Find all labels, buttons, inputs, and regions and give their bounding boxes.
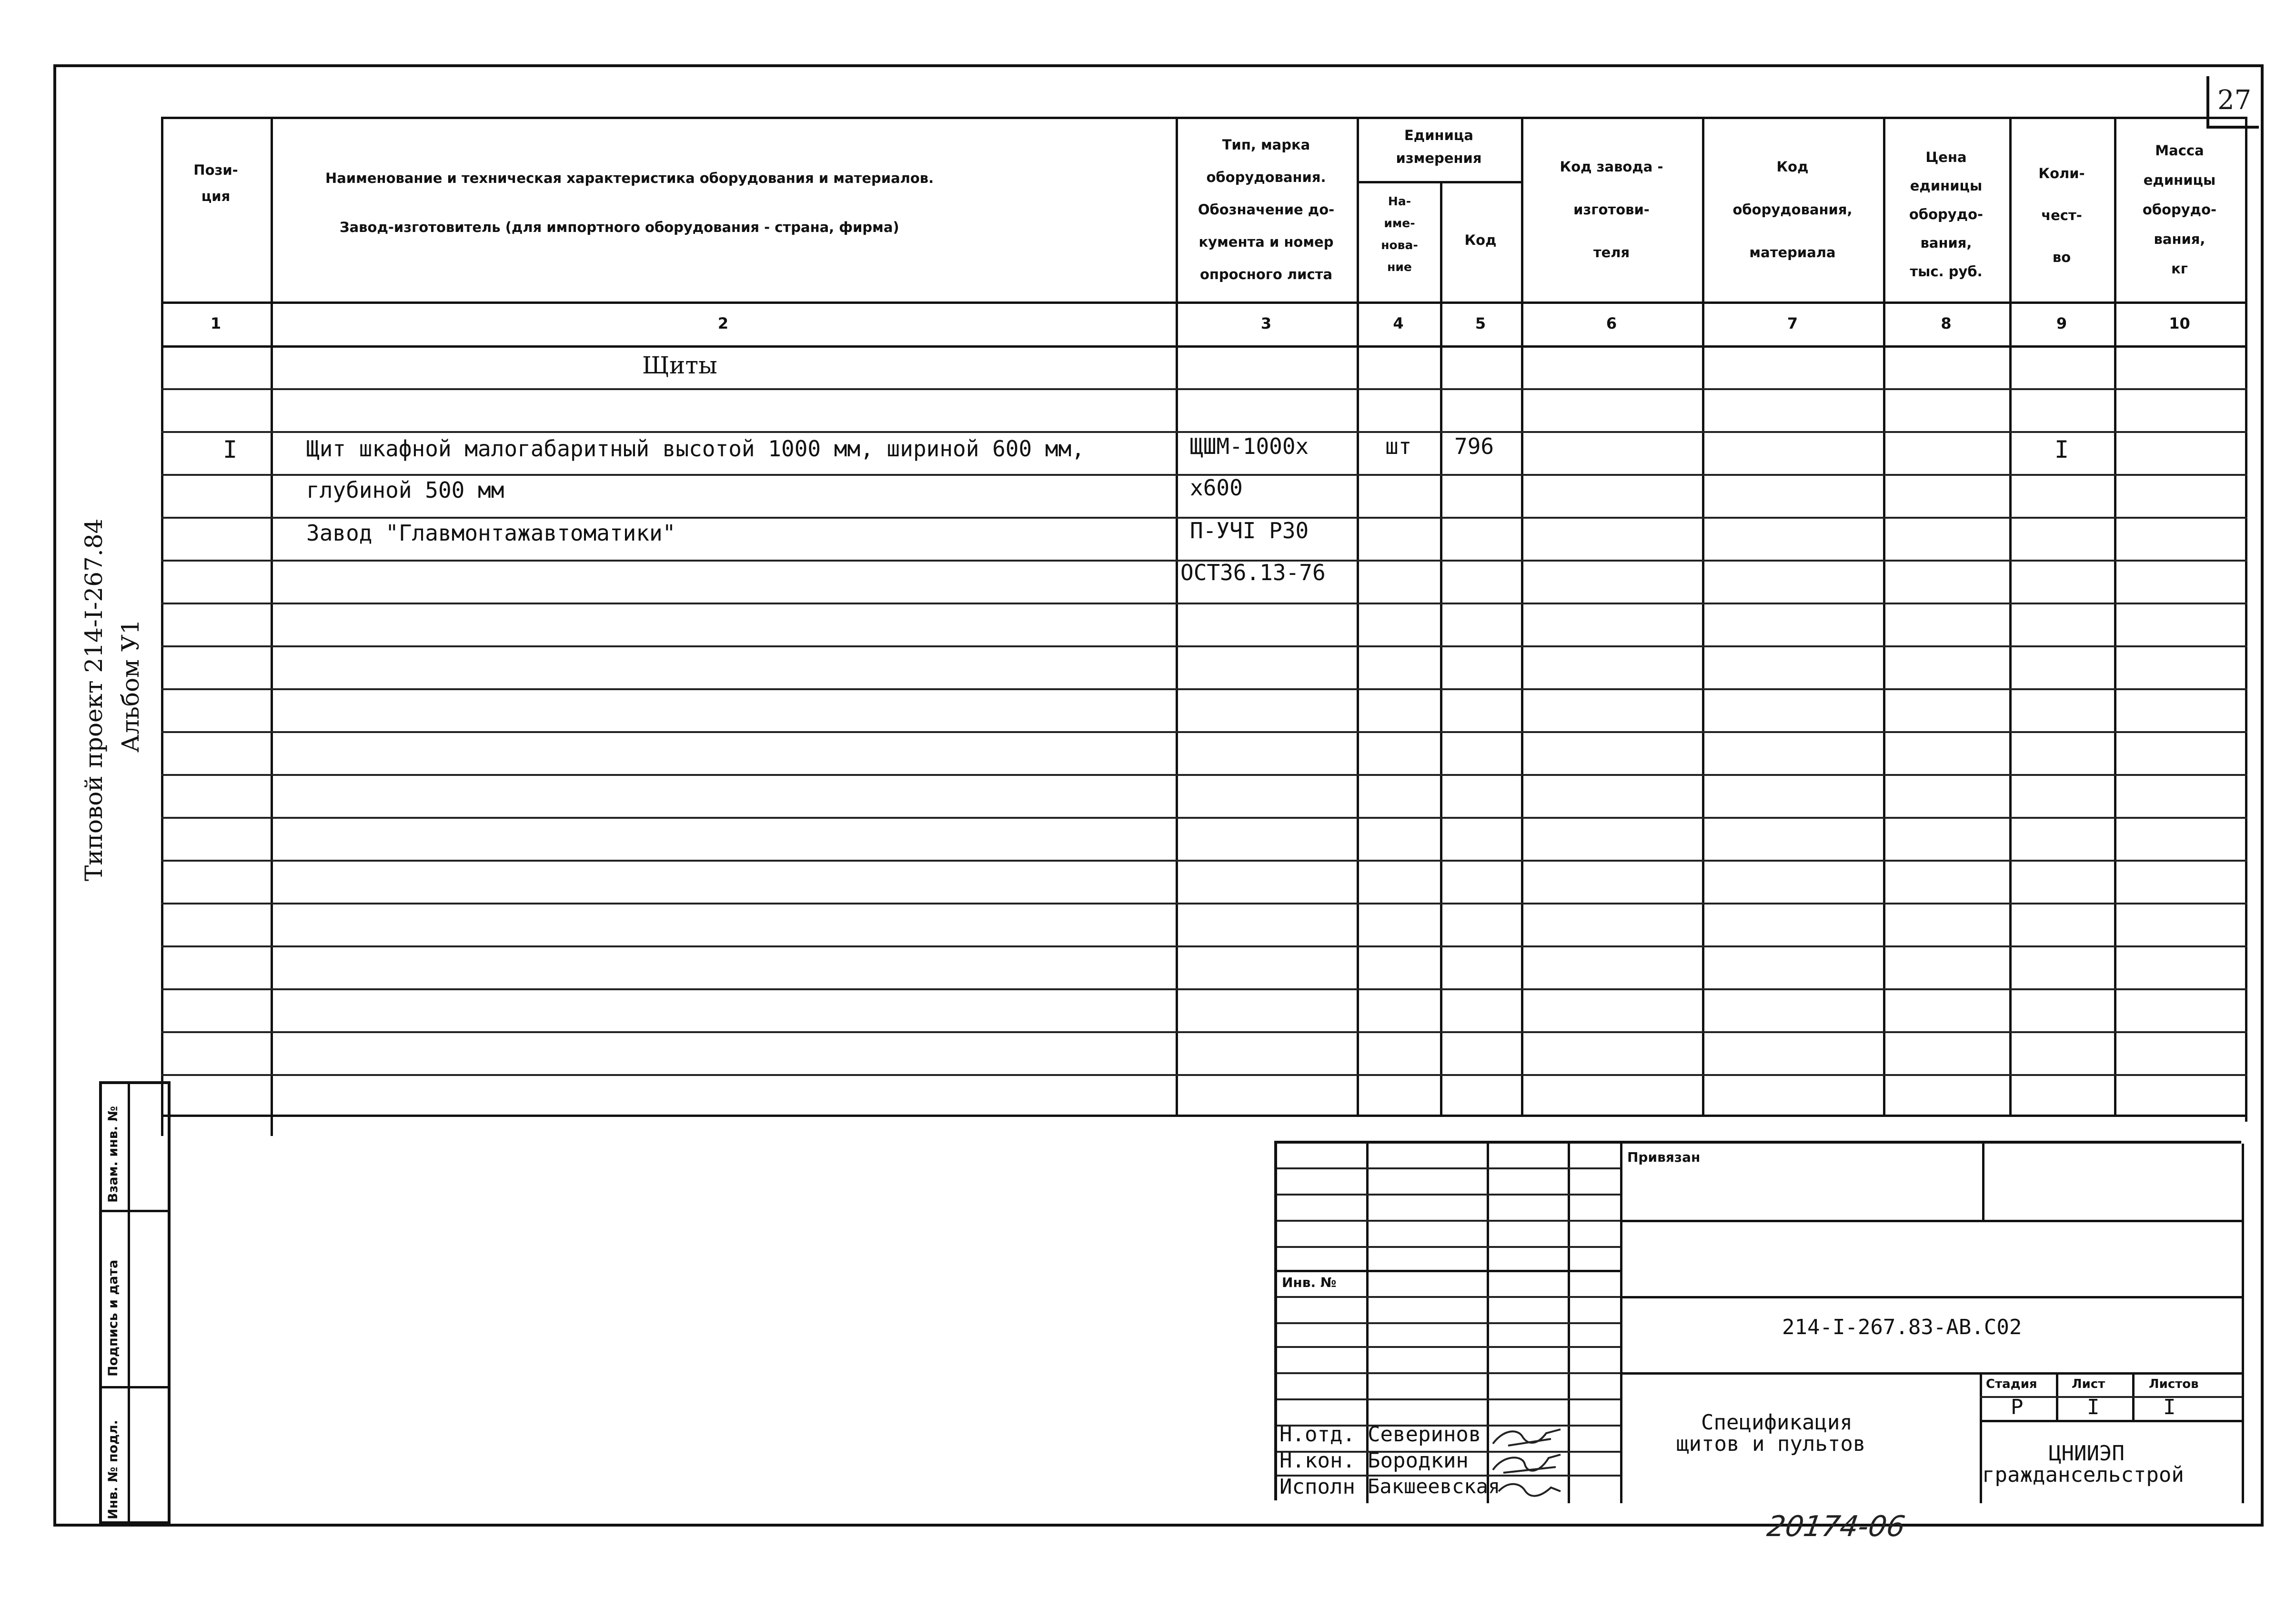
person-1: Северинов: [1368, 1422, 1481, 1447]
row1-type: ЩШМ-1000х: [1190, 433, 1309, 459]
spec-table: [161, 117, 2247, 1136]
row-line: [161, 903, 2247, 905]
header-equipment-code: Код оборудования, материала: [1732, 159, 1853, 261]
side-stamp-label-1: Инв. № подл.: [106, 1420, 121, 1519]
row-line: [161, 388, 2247, 390]
row-line: [161, 688, 2247, 690]
header-factory-code: Код завода - изготови- теля: [1560, 159, 1663, 261]
row-line: [161, 774, 2247, 776]
signature-2: [1489, 1451, 1565, 1477]
row1-quantity: I: [2054, 436, 2069, 463]
tb-vline: [1620, 1144, 1622, 1503]
row-line: [161, 945, 2247, 947]
header-position: Пози- ция: [193, 162, 238, 204]
archive-number: 20174-06: [1765, 1510, 1907, 1543]
side-stamp-label-3: Взам. инв. №: [106, 1106, 121, 1203]
role-1: Н.отд.: [1279, 1422, 1355, 1447]
row3-type: П-УЧI Р30: [1190, 518, 1309, 543]
row-line: [161, 645, 2247, 647]
header-unit: Единица измерения: [1396, 127, 1482, 166]
row-line: [161, 603, 2247, 604]
row1-code: 796: [1454, 433, 1494, 459]
person-3: Бакшеевская: [1368, 1475, 1500, 1498]
title-block: [1274, 1141, 2241, 1500]
col-number-8: 8: [1941, 314, 1952, 332]
sheets-label: Листов: [2149, 1377, 2199, 1391]
tb-hline: [1277, 1167, 1620, 1169]
inventory-number-label: Инв. №: [1282, 1275, 1337, 1290]
side-stamp-divider: [128, 1081, 130, 1524]
organization-line2: граждансельстрой: [1982, 1463, 2184, 1487]
header-bottom-line: [161, 302, 2247, 304]
table-top-border: [161, 117, 2247, 119]
col-number-6: 6: [1606, 314, 1617, 332]
organization-line1: ЦНИИЭП: [2049, 1441, 2125, 1466]
header-price: Цена единицы оборудо- вания, тыс. руб.: [1909, 149, 1984, 280]
side-stamp-label-2: Подпись и дата: [106, 1259, 121, 1377]
col-number-7: 7: [1787, 314, 1798, 332]
header-quantity: Коли- чест- во: [2038, 165, 2085, 265]
tb-hline: [1277, 1372, 1620, 1374]
row-line: [161, 1031, 2247, 1033]
row-line: [161, 431, 2247, 433]
side-album-title: Альбом У1: [117, 619, 144, 753]
row2-name: глубиной 500 мм: [306, 477, 504, 503]
side-stamp-sep1: [99, 1210, 171, 1212]
sheet-value: I: [2087, 1395, 2100, 1419]
row-line: [161, 988, 2247, 990]
header-unit-code: Код: [1464, 232, 1497, 248]
table-bottom-line: [161, 1115, 2247, 1117]
col-divider: [271, 117, 273, 1136]
row-line: [161, 1074, 2247, 1076]
table-right-border: [2245, 117, 2247, 1122]
col-number-3: 3: [1260, 314, 1272, 332]
tb-hline: [1277, 1270, 1620, 1272]
document-code: 214-I-267.83-АВ.С02: [1782, 1315, 2022, 1339]
tb-hline-right: [1620, 1372, 2244, 1375]
document-title-line1: Спецификация: [1701, 1410, 1853, 1435]
col-number-4: 4: [1393, 314, 1404, 332]
tb-hline: [1277, 1398, 1620, 1400]
header-type: Тип, марка оборудования. Обозначение до- кумента и номер опросного листа: [1198, 137, 1335, 282]
tb-hline: [1277, 1246, 1620, 1248]
tb-hline: [1277, 1194, 1620, 1196]
header-mass: Масса единицы оборудо- вания, кг: [2142, 142, 2217, 277]
row1-position: I: [223, 436, 238, 463]
privyazan-label: Привязан: [1627, 1149, 1701, 1165]
numbers-bottom-line: [161, 345, 2247, 348]
tb-hline: [1277, 1220, 1620, 1222]
row3-name: Завод "Главмонтажавтоматики": [306, 520, 676, 546]
tb-right-border: [2242, 1144, 2244, 1503]
side-project-title: Типовой проект 214-I-267.84: [80, 518, 108, 881]
sheet-label: Лист: [2072, 1377, 2105, 1391]
col-number-1: 1: [210, 314, 222, 332]
stage-label: Стадия: [1986, 1377, 2037, 1391]
tb-hline-right: [1980, 1420, 2244, 1422]
section-title: Щиты: [642, 352, 717, 379]
tb-hline-right: [1620, 1220, 2244, 1222]
person-2: Бородкин: [1368, 1448, 1469, 1473]
col-number-5: 5: [1475, 314, 1486, 332]
document-title-line2: щитов и пультов: [1676, 1432, 1866, 1456]
col-number-10: 10: [2169, 314, 2190, 332]
table-left-border: [161, 117, 163, 1136]
col-number-2: 2: [717, 314, 729, 332]
row-line: [161, 731, 2247, 733]
tb-hline-right: [1620, 1296, 2244, 1298]
side-stamp-sep2: [99, 1386, 171, 1388]
signature-3: [1494, 1477, 1565, 1501]
tb-vline-right: [1982, 1144, 1984, 1220]
header-name-line1: Наименование и техническая характеристика оборудования и материалов.: [325, 170, 934, 186]
role-2: Н.кон.: [1279, 1448, 1355, 1473]
row-line: [161, 817, 2247, 819]
sheets-value: I: [2163, 1395, 2176, 1419]
tb-hline: [1277, 1346, 1620, 1348]
page-number: 27: [2217, 85, 2252, 116]
header-unit-name: На- име- нова- ние: [1381, 194, 1418, 274]
tb-hline: [1277, 1296, 1620, 1298]
role-3: Исполн: [1279, 1475, 1355, 1499]
stage-value: Р: [2011, 1395, 2024, 1419]
row2-type: х600: [1190, 475, 1243, 501]
tb-hline: [1277, 1322, 1620, 1324]
row1-name: Щит шкафной малогабаритный высотой 1000 мм, шириной 600 мм,: [306, 436, 1085, 462]
header-name-line2: Завод-изготовитель (для импортного оборудования - страна, фирма): [340, 219, 899, 235]
col-number-9: 9: [2056, 314, 2067, 332]
row-line: [161, 860, 2247, 862]
row1-unit: шт: [1385, 433, 1412, 459]
row4-type: ОСТ36.13-76: [1180, 560, 1326, 585]
signature-1: [1489, 1425, 1565, 1451]
unit-subheader-line: [1357, 181, 1521, 183]
